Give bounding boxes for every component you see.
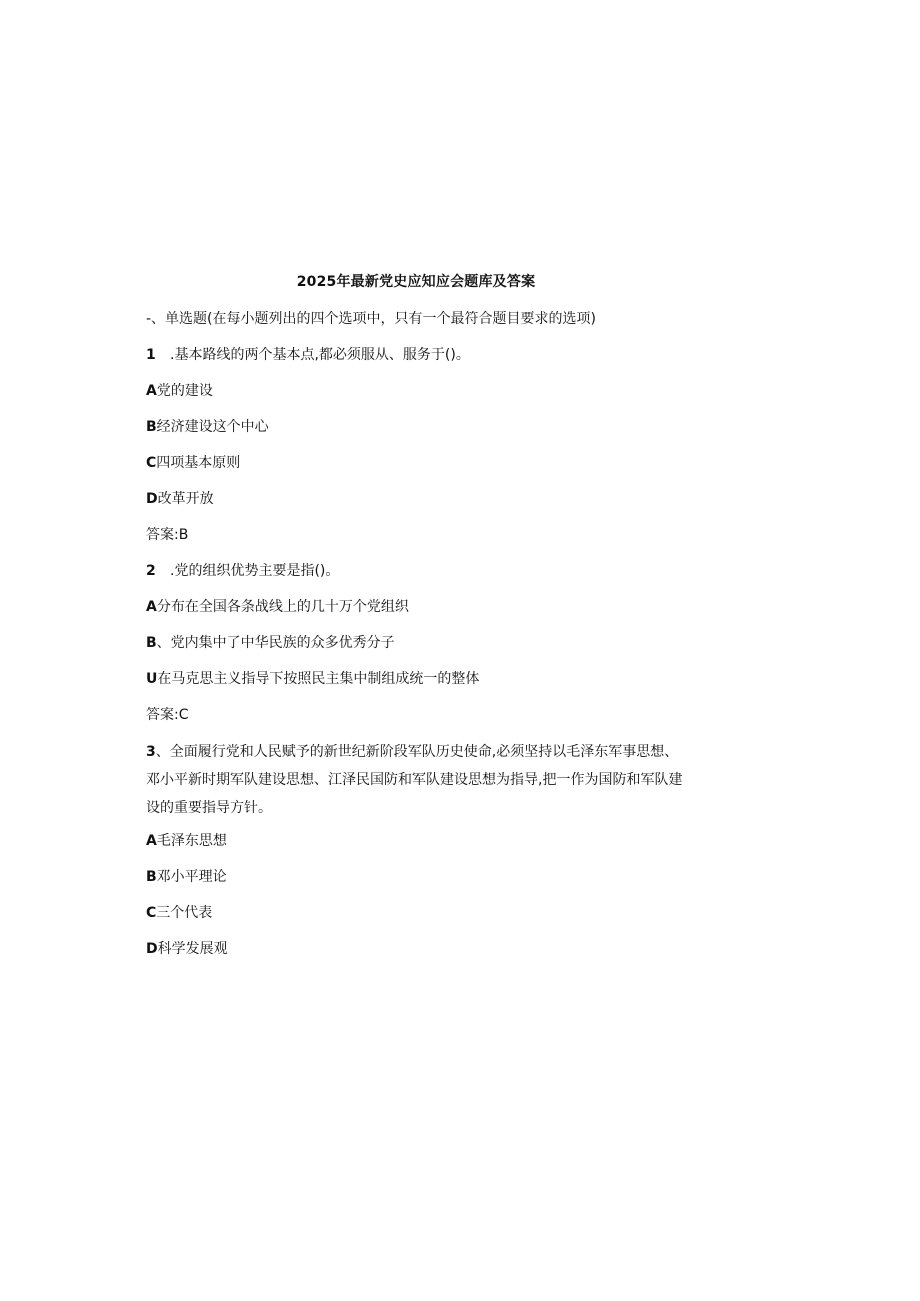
option-c	[146, 903, 212, 923]
question-number: 3	[146, 744, 156, 760]
option-text: 毛泽东思想	[156, 833, 227, 849]
question-number: 1	[146, 347, 156, 363]
option-d	[146, 489, 214, 509]
section-heading: -、单选题(在每小题列出的四个选项中，只有一个最符合题目要求的选项)	[146, 311, 596, 327]
option-text: 邓小平理论	[156, 869, 227, 885]
option-key: B	[146, 419, 157, 435]
option-key: C	[146, 905, 157, 921]
option-text: 改革开放	[157, 491, 214, 507]
option-text: 四项基本原则	[156, 455, 241, 471]
option-key: D	[146, 941, 158, 957]
option-key: C	[146, 455, 157, 471]
option-key: A	[146, 599, 157, 615]
answer-1: 答案:B	[146, 527, 189, 543]
option-b	[146, 867, 227, 887]
option-a	[146, 831, 227, 851]
option-key: B	[146, 635, 157, 651]
document-title: 2025年最新党史应知应会题库及答案	[296, 274, 536, 290]
option-c	[146, 669, 479, 689]
answer-2: 答案:C	[146, 707, 189, 723]
option-a	[146, 597, 409, 617]
option-text: 分布在全国各条战线上的几十万个党组织	[156, 599, 409, 615]
option-c	[146, 453, 240, 473]
option-b	[146, 633, 395, 653]
option-a	[146, 381, 213, 401]
question-text: .党的组织优势主要是指()。	[170, 563, 340, 579]
option-text: 、党内集中了中华民族的众多优秀分子	[156, 635, 395, 651]
option-text: 党的建设	[156, 383, 213, 399]
option-text: 在马克思主义指导下按照民主集中制组成统一的整体	[157, 671, 480, 687]
question-text: .基本路线的两个基本点,都必须服从、服务于()。	[170, 347, 470, 363]
option-key: B	[146, 869, 157, 885]
option-key: A	[146, 833, 157, 849]
option-text: 科学发展观	[157, 941, 228, 957]
option-text: 三个代表	[156, 905, 213, 921]
option-text: 经济建设这个中心	[156, 419, 269, 435]
question-2	[146, 561, 339, 581]
option-key: A	[146, 383, 157, 399]
option-d	[146, 939, 228, 959]
question-3	[146, 738, 686, 822]
question-text: 、全面履行党和人民赋予的新世纪新阶段军队历史使命,必须坚持以毛泽东军事思想、邓小平新时期军队建设思想、江泽民国防和军队建设思想为指导,把一作为国防和军队建设的重要指导方针。	[146, 744, 683, 816]
question-1	[146, 345, 470, 365]
option-b	[146, 417, 269, 437]
option-key: U	[146, 671, 158, 687]
question-number: 2	[146, 563, 156, 579]
option-key: D	[146, 491, 158, 507]
